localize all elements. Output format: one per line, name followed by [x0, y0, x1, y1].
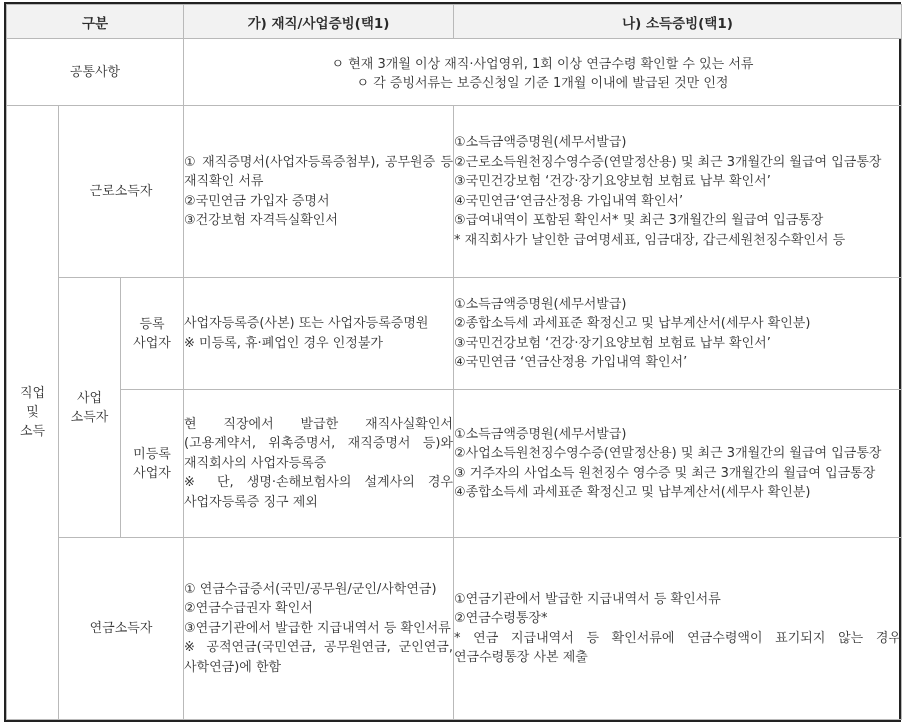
common-line: ㅇ 현재 3개월 이상 재직·사업영위, 1회 이상 연금수령 확인할 수 있는 서류 — [331, 57, 754, 72]
wage-earner-label: 근로소득자 — [59, 106, 184, 278]
list-item: ②종합소득세 과세표준 확정신고 및 납부계산서(세무사 확인분) — [454, 316, 811, 331]
list-item: ①소득금액증명원(세무서발급) — [454, 426, 627, 442]
list-item: * 연금 지급내역서 등 확인서류에 연금수령액이 표기되지 않는 경우 연금수령통장 사본 제출 — [454, 630, 901, 665]
document-frame — [4, 2, 901, 722]
list-item: ②국민연금 가입자 증명서 — [184, 193, 330, 209]
requirements-table — [6, 4, 902, 720]
list-item: ※ 단, 생명·손해보험사의 설계사의 경우 사업자등록증 징구 제외 — [184, 475, 453, 510]
list-item: ※ 미등록, 휴·폐업인 경우 인정불가 — [184, 335, 383, 351]
business-label — [59, 278, 121, 538]
list-item: ① 연금수급증서(국민/공무원/군인/사학연금) — [184, 581, 437, 597]
unregistered-label-line: 미등록 — [133, 446, 171, 462]
group-label-line: 직업 — [19, 386, 46, 401]
group-label-line: 및 — [26, 405, 39, 420]
list-item: ④국민연금 ‘연금산정용 가입내역 확인서’ — [454, 355, 688, 370]
registered-business-employment — [184, 278, 454, 390]
common-requirements — [184, 39, 902, 106]
wage-earner-income — [454, 106, 902, 278]
pension-employment — [184, 538, 454, 720]
list-item: ※ 공적연금(국민연금, 공무원연금, 군인연금, 사학연금)에 한함 — [184, 640, 453, 675]
list-item: ①소득금액증명원(세무서발급) — [454, 135, 627, 150]
business-label-line: 소득자 — [70, 409, 109, 425]
unregistered-label-line: 사업자 — [133, 465, 171, 481]
header-category: 구분 — [7, 5, 184, 39]
common-line: ㅇ 각 증빙서류는 보증신청일 기준 1개월 이내에 발급된 것만 인정 — [356, 76, 729, 91]
registered-business-row — [7, 278, 902, 390]
list-item: ②연금수령통장* — [454, 611, 548, 626]
list-item: 현 직장에서 발급한 재직사실확인서(고용계약서, 위촉증명서, 재직증명서 등)와 재직회사의 사업자등록증 — [184, 416, 453, 471]
list-item: ③연금기관에서 발급한 지급내역서 등 확인서류 — [184, 620, 451, 636]
registered-business-label — [121, 278, 184, 390]
group-label-line: 소득 — [19, 424, 46, 439]
unregistered-business-row — [7, 390, 902, 538]
wage-earner-row — [7, 106, 902, 278]
registered-label-line: 사업자 — [133, 335, 171, 351]
unregistered-business-label — [121, 390, 184, 538]
list-item: ③국민건강보험 ‘건강·장기요양보험 보험료 납부 확인서’ — [454, 174, 771, 189]
common-row — [7, 39, 902, 106]
list-item: 사업자등록증(사본) 또는 사업자등록증명원 — [184, 316, 429, 331]
list-item: ③국민건강보험 ‘건강·장기요양보험 보험료 납부 확인서’ — [454, 335, 771, 351]
list-item: ④국민연금‘연금산정용 가입내역 확인서’ — [454, 193, 684, 209]
list-item: ②사업소득원천징수영수증(연말정산용) 및 최근 3개월간의 월급여 입금통장 — [454, 446, 882, 461]
list-item: ①소득금액증명원(세무서발급) — [454, 296, 627, 312]
business-label-line: 사업 — [76, 390, 103, 406]
pension-label: 연금소득자 — [59, 538, 184, 720]
list-item: ③건강보험 자격득실확인서 — [184, 213, 338, 228]
wage-earner-employment — [184, 106, 454, 278]
list-item: ②연금수급권자 확인서 — [184, 601, 313, 617]
header-row — [7, 5, 902, 39]
unregistered-business-income — [454, 390, 902, 538]
pension-income — [454, 538, 902, 720]
unregistered-business-employment — [184, 390, 454, 538]
list-item: ① 재직증명서(사업자등록증첨부), 공무원증 등 재직확인 서류 — [184, 154, 453, 189]
registered-business-income — [454, 278, 902, 390]
list-item: * 재직회사가 날인한 급여명세표, 임금대장, 갑근세원천징수확인서 등 — [454, 232, 846, 248]
list-item: ③ 거주자의 사업소득 원천징수 영수증 및 최근 3개월간의 월급여 입금통장 — [454, 465, 876, 481]
registered-label-line: 등록 — [139, 316, 165, 332]
pension-row — [7, 538, 902, 720]
group-label — [7, 106, 59, 720]
common-label: 공통사항 — [7, 39, 184, 106]
header-income-proof: 나) 소득증빙(택1) — [454, 5, 902, 39]
header-employment-proof: 가) 재직/사업증빙(택1) — [184, 5, 454, 39]
list-item: ②근로소득원천징수영수증(연말정산용) 및 최근 3개월간의 월급여 입금통장 — [454, 154, 882, 170]
list-item: ④종합소득세 과세표준 확정신고 및 납부계산서(세무사 확인분) — [454, 485, 811, 500]
list-item: ①연금기관에서 발급한 지급내역서 등 확인서류 — [454, 591, 721, 607]
list-item: ⑤급여내역이 포함된 확인서* 및 최근 3개월간의 월급여 입금통장 — [454, 213, 824, 228]
